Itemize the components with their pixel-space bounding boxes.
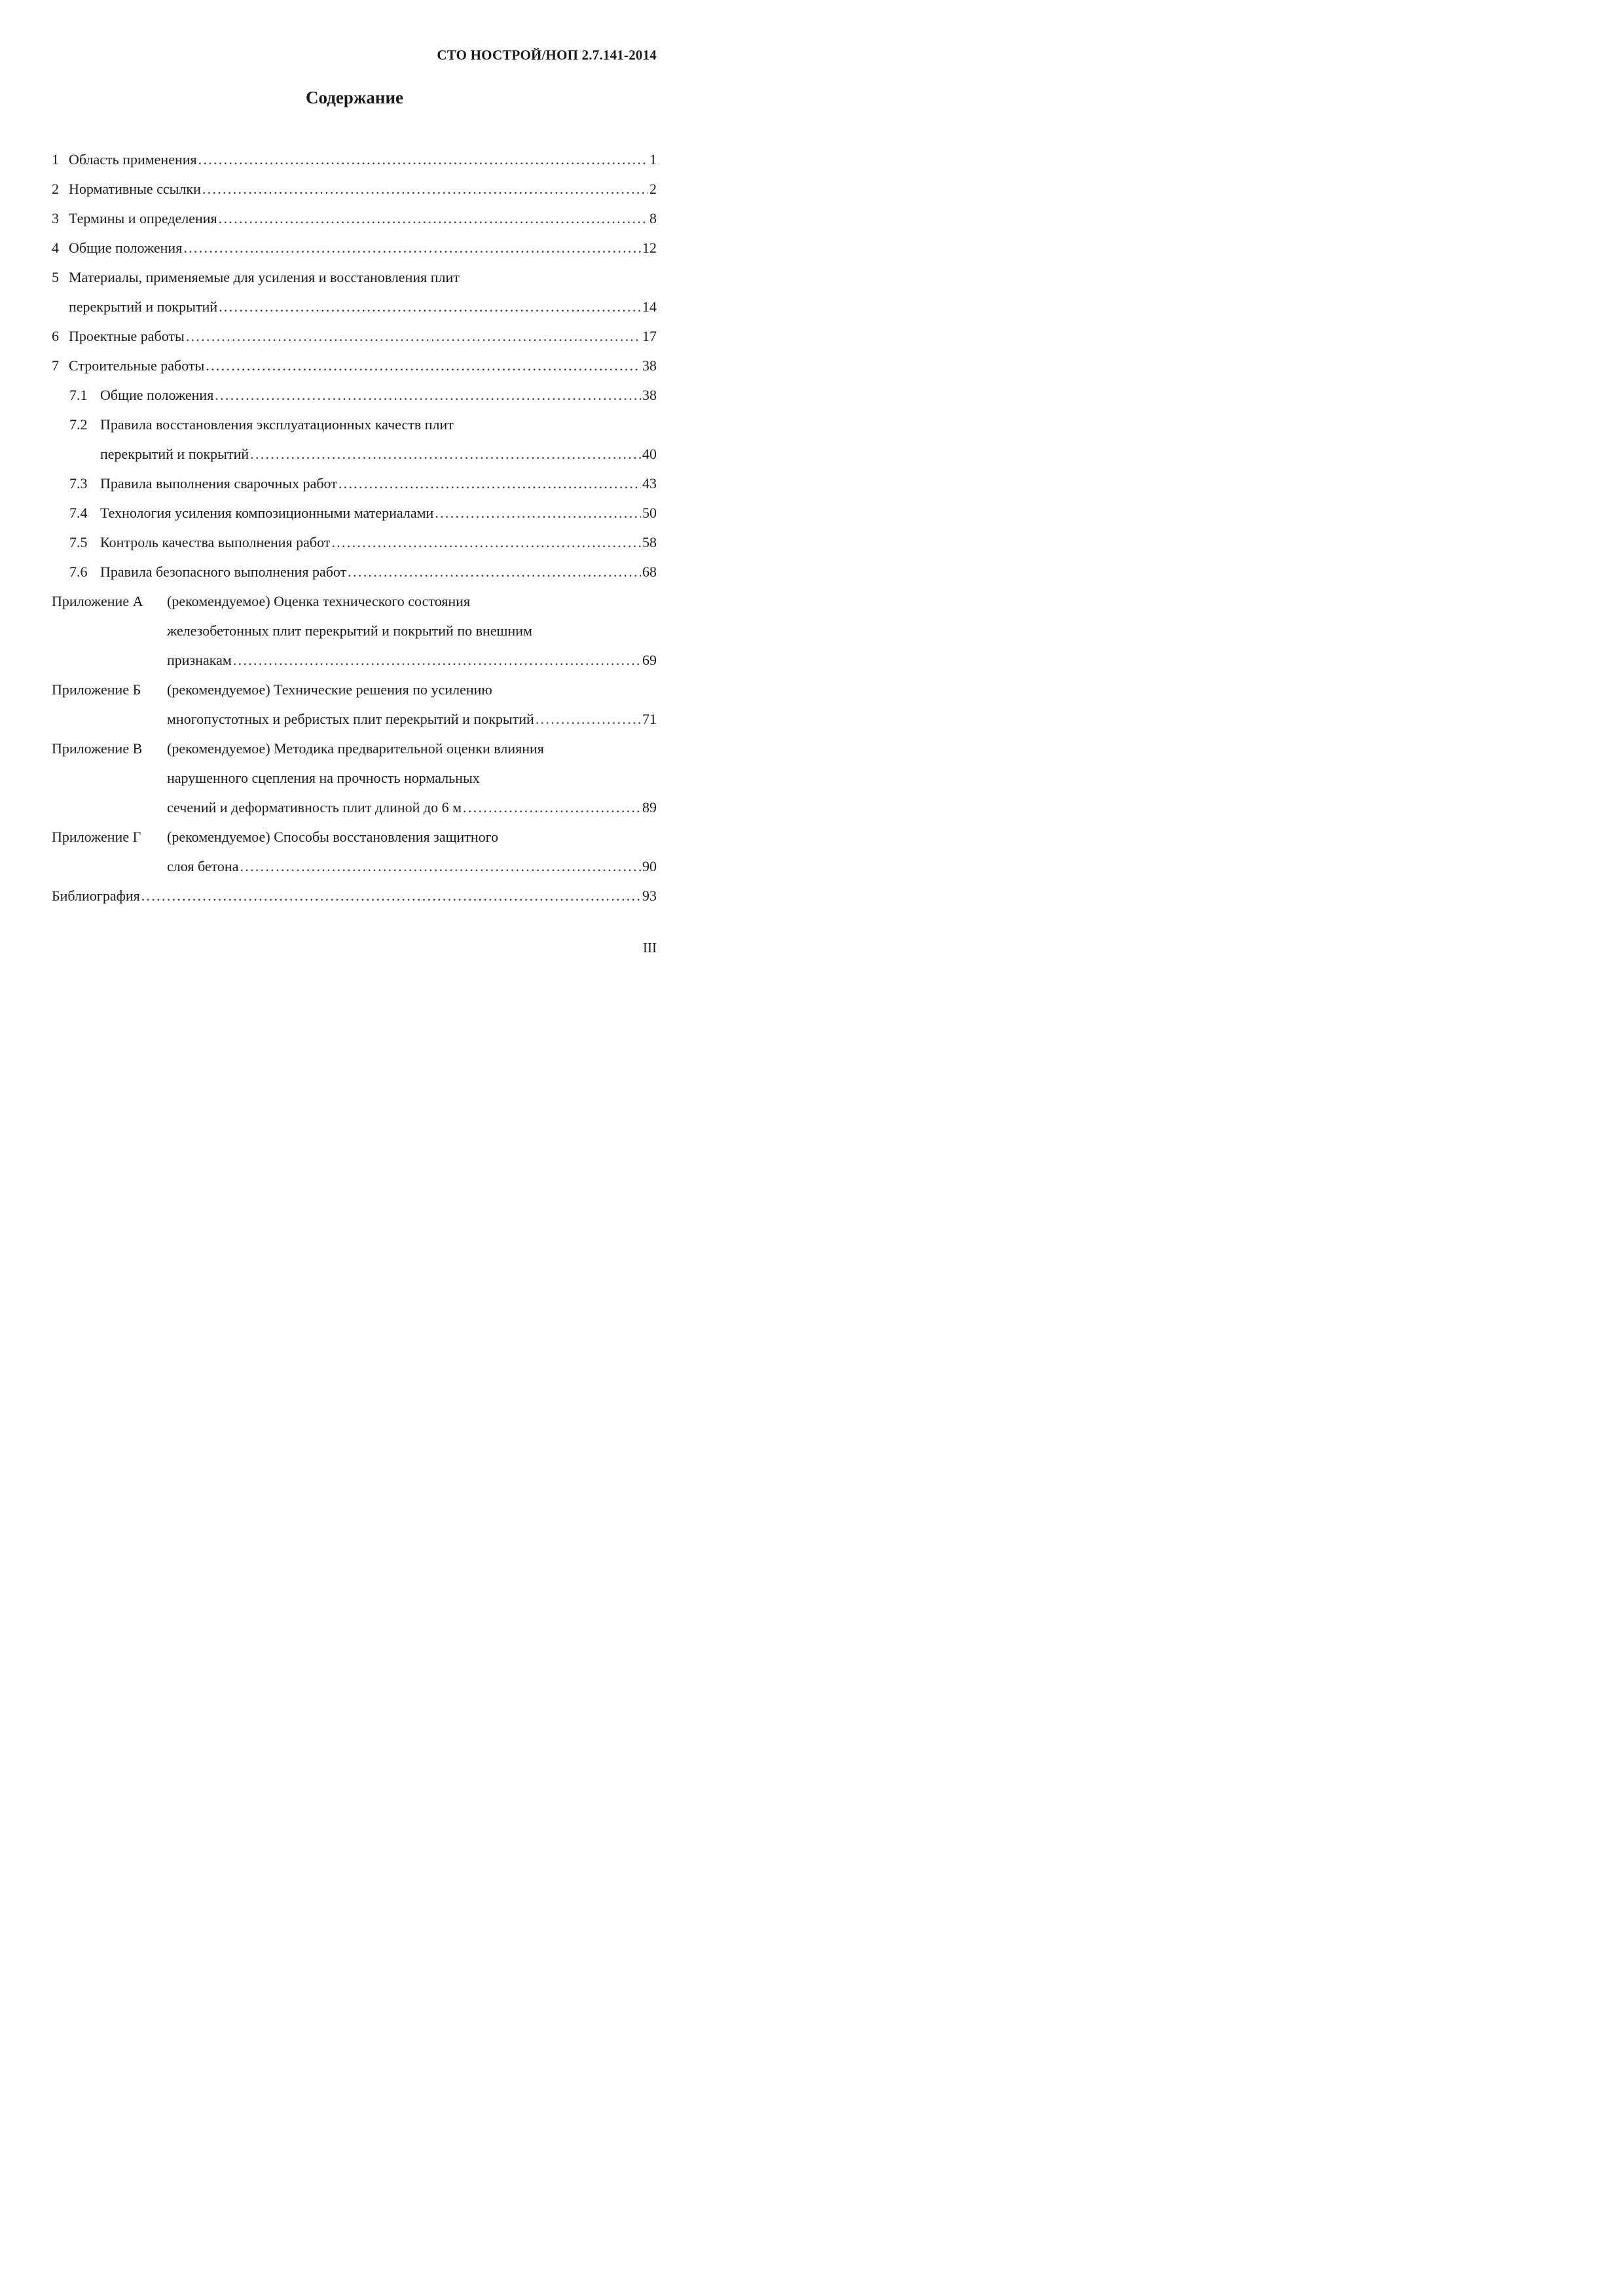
toc-dot-leader — [331, 533, 641, 552]
toc-dot-leader — [233, 651, 641, 670]
toc-entry-title: Проектные работы — [69, 328, 185, 344]
toc-entry-title: Область применения — [69, 151, 197, 168]
toc-entry — [0, 828, 657, 846]
toc-entry-number: 7.1 — [69, 387, 88, 403]
toc-dot-leader — [219, 298, 641, 316]
toc-entry — [0, 268, 657, 287]
toc-entry-number: 7.2 — [69, 416, 88, 433]
toc-entry — [0, 357, 657, 375]
page-title: Содержание — [305, 88, 404, 107]
toc-entry — [0, 151, 657, 169]
toc-entry-number: 7.5 — [69, 534, 88, 550]
toc-entry-page: 17 — [642, 328, 657, 344]
toc-entry-number: Приложение В — [52, 740, 143, 757]
toc-entry-page: 12 — [642, 240, 657, 256]
toc-dot-leader — [215, 386, 641, 404]
toc-entry-title: (рекомендуемое) Способы восстановления защитного — [167, 829, 499, 845]
toc-entry — [0, 445, 657, 463]
toc-entry — [0, 681, 657, 699]
toc-entry — [0, 239, 657, 257]
toc-entry — [0, 740, 657, 758]
toc-dot-leader — [435, 504, 641, 522]
toc-entry-page: 1 — [649, 151, 657, 168]
toc-entry-number: 7.4 — [69, 505, 88, 521]
toc-entry-title: перекрытий и покрытий — [69, 298, 218, 315]
toc-entry — [0, 887, 657, 905]
toc-entry-title: признакам — [167, 652, 232, 668]
toc-entry-page: 40 — [642, 446, 657, 462]
toc-entry-title: слоя бетона — [167, 858, 239, 874]
toc-entry-page: 38 — [642, 357, 657, 374]
toc-entry-title: Технология усиления композиционными материалами — [100, 505, 434, 521]
toc-entry — [0, 416, 657, 434]
toc-entry — [0, 180, 657, 198]
toc-entry-page: 58 — [642, 534, 657, 550]
toc-entry-page: 90 — [642, 858, 657, 874]
toc-entry-title: Термины и определения — [69, 210, 217, 226]
toc-entry-number: 3 — [52, 210, 59, 226]
toc-entry-title: Правила восстановления эксплуатационных качеств плит — [100, 416, 454, 433]
toc-dot-leader — [202, 180, 648, 198]
toc-dot-leader — [240, 857, 641, 876]
toc-entry-title: Правила безопасного выполнения работ — [100, 564, 347, 580]
toc-entry-number: 5 — [52, 269, 59, 285]
toc-dot-leader — [219, 209, 648, 228]
toc-entry-title: Общие положения — [69, 240, 183, 256]
toc-entry-title: железобетонных плит перекрытий и покрытий по внешним — [167, 622, 532, 639]
toc-dot-leader — [186, 327, 641, 346]
toc-entry-title: Нормативные ссылки — [69, 181, 201, 197]
toc-entry-title: перекрытий и покрытий — [100, 446, 249, 462]
toc-entry-number: 4 — [52, 240, 59, 256]
toc-entry-number: 1 — [52, 151, 59, 168]
toc-entry — [0, 769, 657, 787]
toc-entry-page: 50 — [642, 505, 657, 521]
toc-entry — [0, 327, 657, 346]
toc-entry — [0, 857, 657, 876]
document-code: СТО НОСТРОЙ/НОП 2.7.141-2014 — [437, 47, 657, 63]
toc-entry-number: 7.3 — [69, 475, 88, 492]
toc-entry-page: 14 — [642, 298, 657, 315]
toc-entry-number: Приложение Б — [52, 681, 141, 698]
toc-entry-number: 2 — [52, 181, 59, 197]
toc-dot-leader — [141, 887, 641, 905]
toc-entry-page: 93 — [642, 888, 657, 904]
toc-entry — [0, 710, 657, 728]
toc-dot-leader — [183, 239, 641, 257]
toc-entry-title: многопустотных и ребристых плит перекрытий и покрытий — [167, 711, 534, 727]
toc-entry — [0, 592, 657, 611]
page-number: III — [643, 940, 657, 956]
toc-entry-title: (рекомендуемое) Технические решения по усилению — [167, 681, 492, 698]
toc-entry-number: 6 — [52, 328, 59, 344]
toc-entry-number: Приложение Г — [52, 829, 141, 845]
toc-entry-title: Правила выполнения сварочных работ — [100, 475, 337, 492]
toc-entry-title: (рекомендуемое) Оценка технического состояния — [167, 593, 471, 609]
toc-entry — [0, 533, 657, 552]
toc-dot-leader — [348, 563, 641, 581]
toc-entry-page: 2 — [649, 181, 657, 197]
toc-entry — [0, 651, 657, 670]
toc-entry-title: (рекомендуемое) Методика предварительной оценки влияния — [167, 740, 544, 757]
toc-entry-page: 8 — [649, 210, 657, 226]
toc-entry-number: 7 — [52, 357, 59, 374]
toc-entry-page: 89 — [642, 799, 657, 816]
toc-entry — [0, 622, 657, 640]
toc-entry-page: 43 — [642, 475, 657, 492]
toc-entry-page: 71 — [642, 711, 657, 727]
toc-entry — [0, 298, 657, 316]
toc-entry-title: Строительные работы — [69, 357, 205, 374]
toc-entry-page: 69 — [642, 652, 657, 668]
toc-entry-title: сечений и деформативность плит длиной до 6 м — [167, 799, 462, 816]
toc-entry-number: 7.6 — [69, 564, 88, 580]
toc-entry — [0, 209, 657, 228]
toc-entry-title: Контроль качества выполнения работ — [100, 534, 331, 550]
toc-entry-title: Общие положения — [100, 387, 214, 403]
toc-entry — [0, 563, 657, 581]
table-of-contents — [0, 0, 722, 1022]
toc-entry-number: Приложение А — [52, 593, 143, 609]
toc-dot-leader — [463, 798, 641, 817]
toc-entry-page: 68 — [642, 564, 657, 580]
toc-dot-leader — [250, 445, 641, 463]
toc-entry-title: Материалы, применяемые для усиления и восстановления плит — [69, 269, 460, 285]
toc-entry — [0, 386, 657, 404]
toc-entry — [0, 475, 657, 493]
toc-entry — [0, 504, 657, 522]
toc-dot-leader — [206, 357, 641, 375]
toc-dot-leader — [338, 475, 641, 493]
toc-entry-title: нарушенного сцепления на прочность нормальных — [167, 770, 480, 786]
toc-dot-leader — [536, 710, 641, 728]
toc-dot-leader — [198, 151, 648, 169]
toc-entry — [0, 798, 657, 817]
toc-entry-title: Библиография — [52, 888, 140, 904]
toc-entry-page: 38 — [642, 387, 657, 403]
